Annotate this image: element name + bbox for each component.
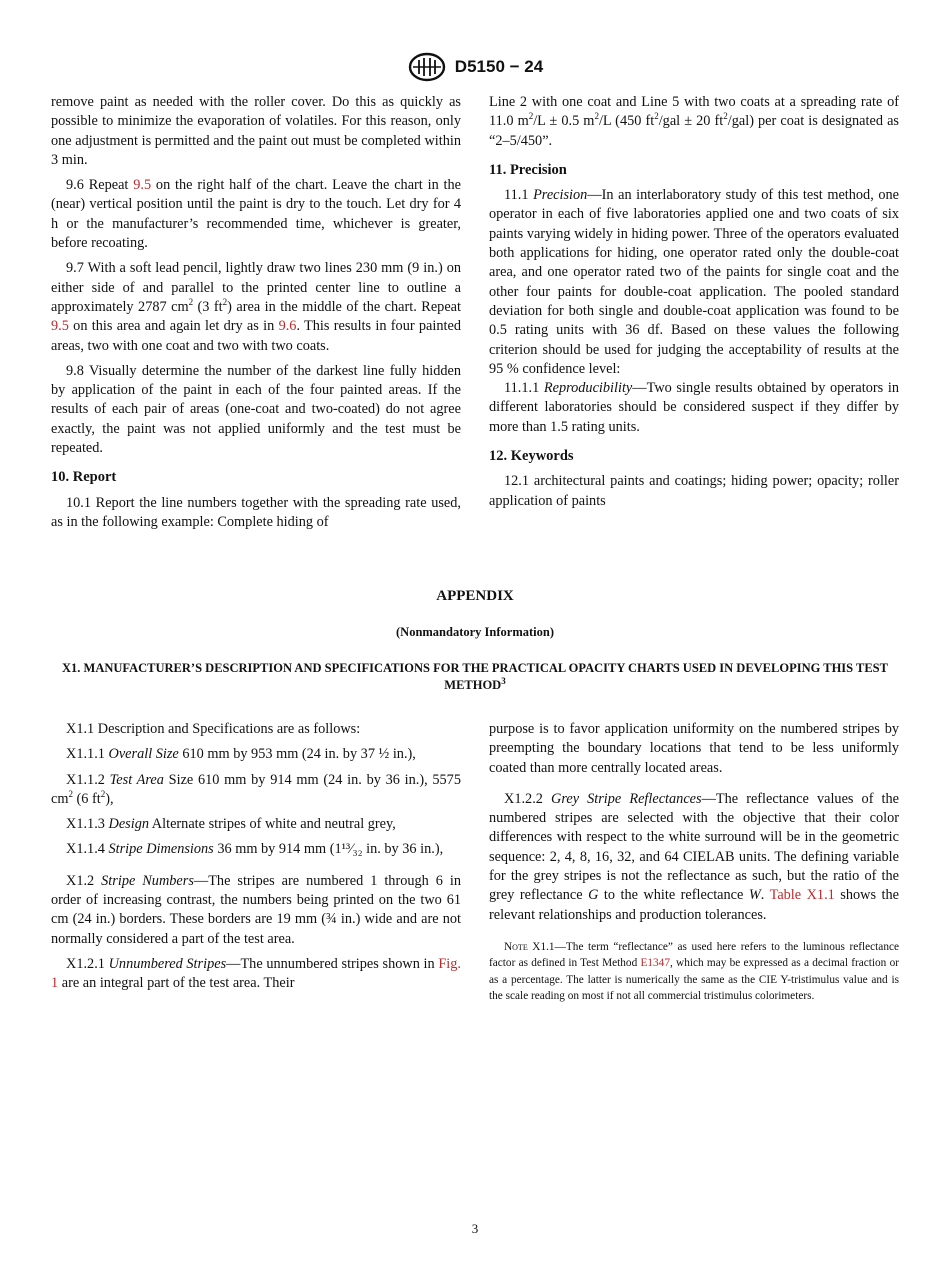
section-x1-1-3: X1.1.3 Design Alternate stripes of white and neutral grey,	[66, 816, 396, 833]
bottom-right-column	[489, 720, 899, 1005]
section-12-1: 12.1 architectural paints and coatings; hiding power; opacity; roller application of paints	[489, 473, 899, 509]
paragraph-stripes-continued: purpose is to favor application uniformity on the numbered stripes by preempting the boundary locations that tend to be less uniformly coated than more centrally located areas.	[489, 721, 899, 776]
astm-logo	[407, 52, 447, 82]
top-right-column	[489, 93, 899, 517]
bottom-left-column	[51, 720, 461, 1000]
section-10-1: 10.1 Report the line numbers together with the spreading rate used, as in the following example: Complete hiding of	[51, 494, 461, 530]
section-x1-1: X1.1 Description and Specifications are as follows:	[66, 721, 361, 737]
paragraph-continued: remove paint as needed with the roller cover. Do this as quickly as possible to minimize the evaporation of volatiles. For this reason, only one adjustment is permitted and the paint out must be completed within 3 min.	[51, 94, 461, 168]
ref-e1347-link[interactable]: E1347	[640, 957, 670, 970]
section-x1-1-4: X1.1.4 Stripe Dimensions 36 mm by 914 mm (1¹³⁄₃₂ in. by 36 in.),	[66, 841, 444, 858]
x1-title: X1. MANUFACTURER’S DESCRIPTION AND SPECIFICATIONS FOR THE PRACTICAL OPACITY CHARTS USED IN DEVELOPING THIS TEST METHOD$^3$	[62, 661, 888, 692]
section-x1-2: X1.2 Stripe Numbers—The stripes are numbered 1 through 6 in order of increasing contrast, the numbers being printed on the two 61 cm (24 in.) borders. These borders are 19 mm (¾ in.) wide and are not normally considered a part of the test area.	[51, 872, 461, 947]
section-9-8: 9.8 Visually determine the number of the darkest line fully hidden by application of the paint in each of the four painted areas. If the results of each pair of areas (one-coat and two-coated) do not agree exactly, the paint was not applied uniformly and the test must be repeated.	[51, 362, 461, 457]
appendix-subtitle: (Nonmandatory Information)	[396, 625, 554, 639]
paragraph-report-example: Line 2 with one coat and Line 5 with two coats at a spreading rate of 11.0 $m^2/L \pm 0.5$ $m^2/L$ (450 $ft^2$/gal ± 20 $ft^2/gal$) per coat is designated as “2–5/450”.	[489, 94, 899, 149]
note-x1-1: Note X1.1—The term “reflectance” as used here refers to the luminous reflectance factor as defined in Test Method E1347, which may be expressed as a decimal fraction or as a percentage. The latter is numerically the same as the CIE Y-tristimulus value and is the scale reading on most if not all commercial tristimulus colorimeters.	[489, 940, 900, 1003]
heading-report: 10. Report	[51, 469, 117, 486]
top-left-column	[51, 93, 461, 538]
document-code: D5150 − 24	[454, 57, 544, 76]
ref-9-5-link[interactable]: 9.5	[51, 318, 69, 335]
ref-9-6-link[interactable]: 9.6	[278, 318, 297, 335]
ref-fig-1-link[interactable]: Fig. 1	[51, 955, 462, 992]
section-9-7: 9.7 With a soft lead pencil, lightly draw two lines 230 mm (9 in.) on either side of and parallel to the printed center line to outline a approximately 2787 $cm^2$ (3 $ft^2$) area in the middle of the chart. Repeat 9.5 on this area and again let dry as in 9.6. This results in four painted areas, two with one coat and two with two coats.	[51, 260, 461, 354]
section-11-1: 11.1 Precision—In an interlaboratory study of this test method, one operator in each of five laboratories applied one and two coats of six paints varying widely in hiding power. Three of the operators evaluated both applications for hiding, one operator rated only the double-coat area, and one operator rated two of the paints for single coat and the other four paints for double-coat application. The pooled standard deviation for both single and double-coat application was found to be 0.5 rating units with 36 df. Based on these values the following criterion should be used for judging the acceptability of results at the 95 % confidence level:	[489, 187, 899, 377]
section-11-1-1: 11.1.1 Reproducibility—Two single results obtained by operators in different laboratories should be considered suspect if they differ by more than 1.5 rating units.	[489, 380, 899, 435]
section-x1-1-1: X1.1.1 Overall Size 610 mm by 953 mm (24 in. by 37 ½ in.),	[66, 746, 416, 763]
section-x1-2-1: X1.2.1 Unnumbered Stripes—The unnumbered stripes shown in Fig. 1 are an integral part of the test area. Their	[51, 955, 462, 992]
page-number: 3	[471, 1221, 479, 1236]
section-9-6: 9.6 Repeat 9.5 on the right half of the chart. Leave the chart in the (near) vertical position until the paint is dry to the touch. Let dry for 4 h or the manufacturer’s recommended time, whichever is greater, before recoating.	[51, 177, 462, 252]
heading-keywords: 12. Keywords	[489, 448, 574, 465]
heading-precision: 11. Precision	[489, 161, 567, 178]
ref-9-5-link[interactable]: 9.5	[133, 177, 152, 194]
section-x1-2-2: X1.2.2 Grey Stripe Reflectances—The reflectance values of the numbered stripes are selected with the objective that their color differences with respect to the white surround will be in the geometric sequence: 2, 4, 8, 16, 32, and 64 CIELAB units. The defining variable for the grey stripes is not the reflectance as such, but the ratio of the grey reflectance G to the white reflectance W. Table X1.1 shows the relevant relationships and production tolerances.	[489, 790, 899, 923]
page-header	[0, 52, 950, 82]
section-x1-1-2: X1.1.2 Test Area Size 610 mm by 914 mm (24 in. by 36 in.), 5575 $cm^2$ (6 $ft^2$),	[51, 771, 461, 807]
ref-table-x1-1-link[interactable]: Table X1.1	[769, 887, 835, 904]
appendix-title: APPENDIX	[436, 588, 514, 604]
